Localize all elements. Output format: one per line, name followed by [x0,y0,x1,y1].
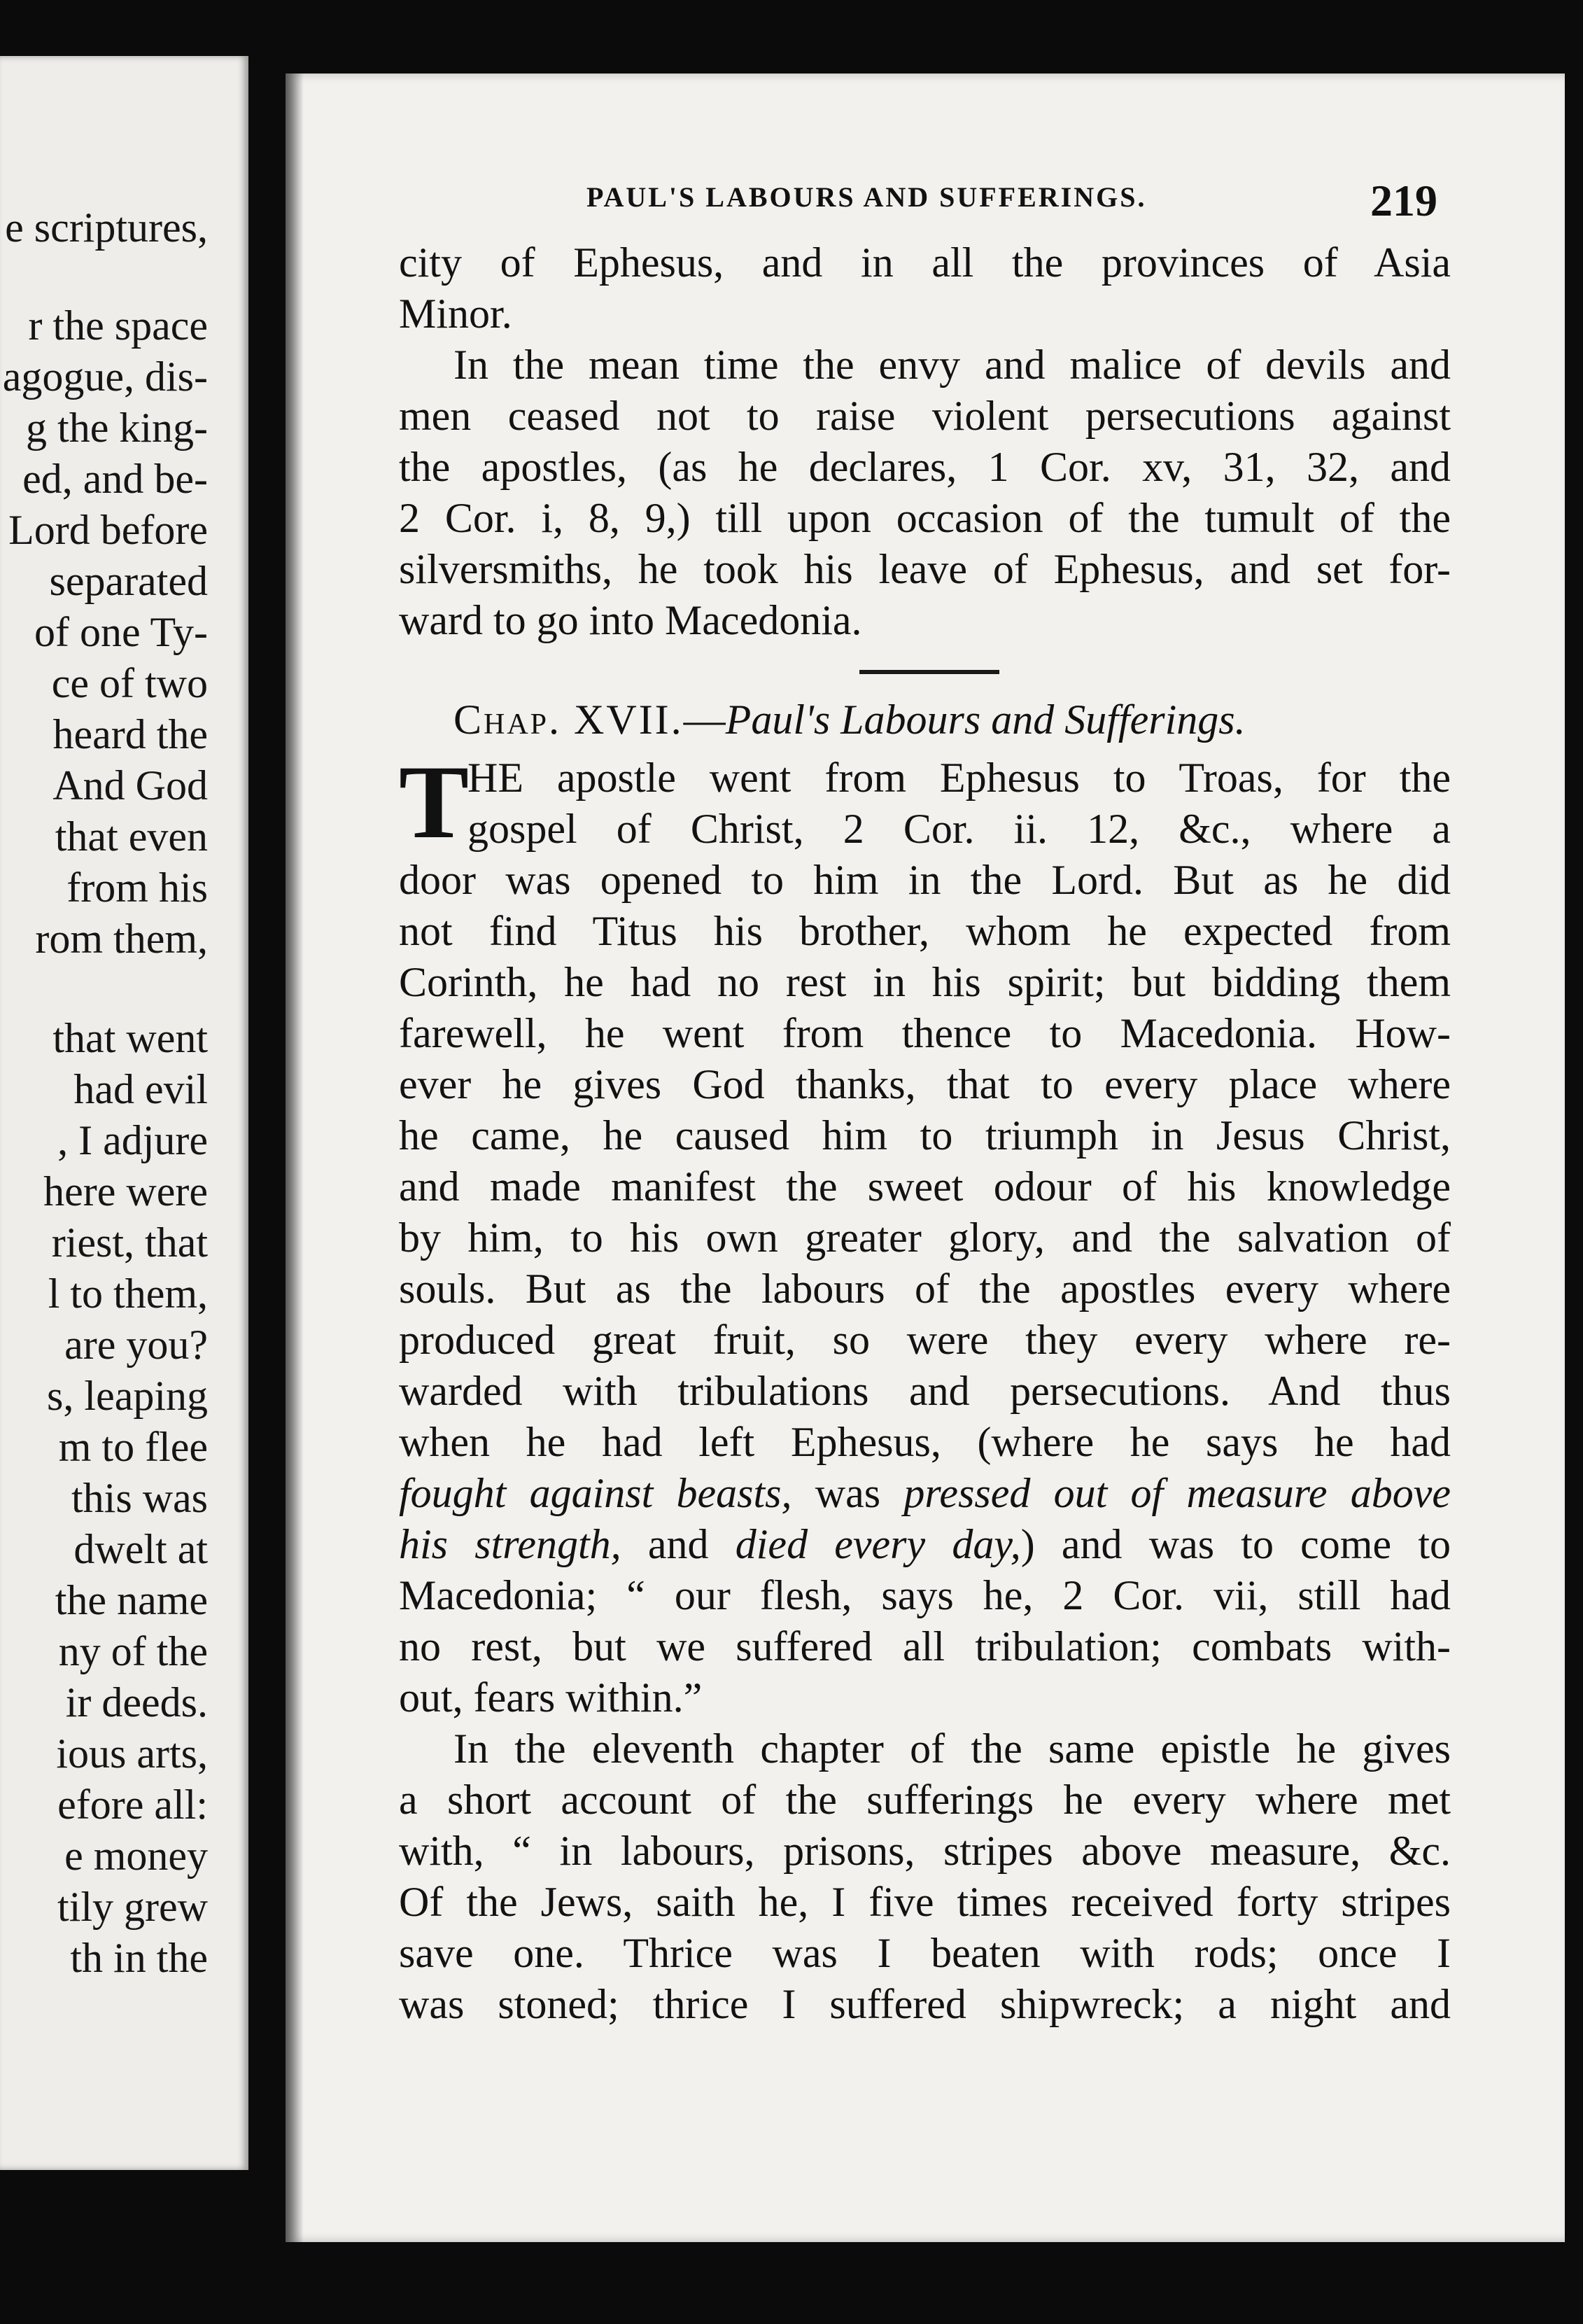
text-line: Minor. [399,290,512,337]
left-line: ious arts, [56,1730,208,1777]
left-line: from his [66,864,208,911]
left-line: ed, and be- [22,456,208,502]
left-line: ce of two [51,660,208,706]
left-line: that went [52,1015,208,1061]
drop-cap: T [399,744,470,860]
page-number: 219 [1370,176,1437,225]
text-line: farewell, he went from thence to Macedonia. How- [399,1010,1451,1056]
text-line-mixed [399,1472,1451,1514]
text-line: not find Titus his brother, whom he expected from [399,908,1451,954]
left-line: riest, that [51,1219,208,1266]
plain-phrase: ) and was to come to [1020,1521,1451,1567]
text-line: door was opened to him in the Lord. But as he did [399,857,1451,903]
text-line: he came, he caused him to triumph in Jesus Christ, [399,1112,1451,1158]
text-line: silversmiths, he took his leave of Ephesus, and set for- [399,546,1451,592]
gutter-shadow [286,74,304,2242]
italic-phrase: his strength, [399,1521,621,1567]
text-line: ever he gives God thanks, that to every place where [399,1061,1451,1107]
left-line: here were [43,1168,208,1214]
italic-phrase: fought against beasts, [399,1470,792,1516]
plain-phrase: and [621,1521,736,1567]
chapter-label: Chap. XVII. [453,696,684,743]
chapter-title: Paul's Labours and Sufferings. [725,696,1246,743]
text-line: ward to go into Macedonia. [399,597,862,643]
text-line: save one. Thrice was I beaten with rods; once I [399,1930,1451,1976]
text-line: Corinth, he had no rest in his spirit; but bidding them [399,959,1451,1005]
left-line: And God [52,762,208,808]
left-line: r the space [28,302,208,349]
text-line: no rest, but we suffered all tribulation; combats with- [399,1623,1451,1670]
text-line: warded with tribulations and persecutions. And thus [399,1368,1451,1414]
text-line: In the eleventh chapter of the same epistle he gives [453,1726,1451,1772]
section-rule [859,670,999,674]
left-line: e scriptures, [5,204,208,251]
text-line: and made manifest the sweet odour of his knowledge [399,1163,1451,1210]
text-line: men ceased not to raise violent persecutions against [399,393,1451,439]
running-head: PAUL'S LABOURS AND SUFFERINGS. [586,181,1147,213]
text-line: by him, to his own greater glory, and the salvation of [399,1214,1451,1261]
text-line: souls. But as the labours of the apostles every where [399,1266,1451,1312]
left-line: , I adjure [57,1117,208,1163]
text-line-mixed [399,1523,1451,1565]
italic-phrase: pressed out of measure above [903,1470,1451,1516]
left-line: had evil [73,1066,208,1112]
chapter-dash: — [683,696,726,743]
text-line: the apostles, (as he declares, 1 Cor. xv, 31, 32, and [399,444,1451,490]
left-line: of one Ty- [34,609,208,655]
text-line: Of the Jews, saith he, I five times received forty stripes [399,1879,1451,1925]
left-page-fragment [0,56,248,2170]
right-page [286,74,1565,2242]
left-line: that even [55,813,208,860]
text-line: when he had left Ephesus, (where he says he had [399,1419,1451,1465]
left-line: th in the [70,1935,208,1981]
left-line: s, leaping [47,1373,208,1419]
text-line: out, fears within.” [399,1674,703,1721]
left-line: l to them, [48,1270,208,1317]
left-line: ny of the [58,1628,208,1674]
page-header [286,175,1565,224]
text-line: a short account of the sufferings he every where met [399,1777,1451,1823]
text-line: HE apostle went from Ephesus to Troas, for the [467,755,1451,801]
plain-phrase: was [792,1470,904,1516]
text-line: Macedonia; “ our flesh, says he, 2 Cor. vii, still had [399,1572,1451,1618]
text-line: with, “ in labours, prisons, stripes above measure, &c. [399,1828,1451,1874]
left-line: e money [64,1833,208,1879]
chapter-heading [453,696,1246,743]
left-line: rom them, [35,916,208,962]
text-line: In the mean time the envy and malice of devils and [453,342,1451,388]
left-line: efore all: [57,1782,208,1828]
text-line: 2 Cor. i, 8, 9,) till upon occasion of the tumult of the [399,495,1451,541]
left-line: Lord before [8,507,208,553]
left-line: this was [71,1475,208,1521]
left-line: the name [55,1577,208,1623]
left-line: g the king- [26,405,208,451]
left-line: ir deeds. [65,1679,208,1726]
left-line: are you? [64,1322,208,1368]
text-line: was stoned; thrice I suffered shipwreck; a night and [399,1981,1451,2027]
left-line: separated [49,558,208,604]
left-line: tily grew [57,1884,208,1930]
text-line: gospel of Christ, 2 Cor. ii. 12, &c., where a [467,806,1451,852]
text-line: city of Ephesus, and in all the provinces of Asia [399,239,1451,286]
text-line: produced great fruit, so were they every where re- [399,1317,1451,1363]
left-line: dwelt at [73,1526,208,1572]
italic-phrase: died every day, [735,1521,1021,1567]
left-line: agogue, dis- [2,354,208,400]
left-line: m to flee [58,1424,208,1470]
left-line: heard the [52,711,208,757]
